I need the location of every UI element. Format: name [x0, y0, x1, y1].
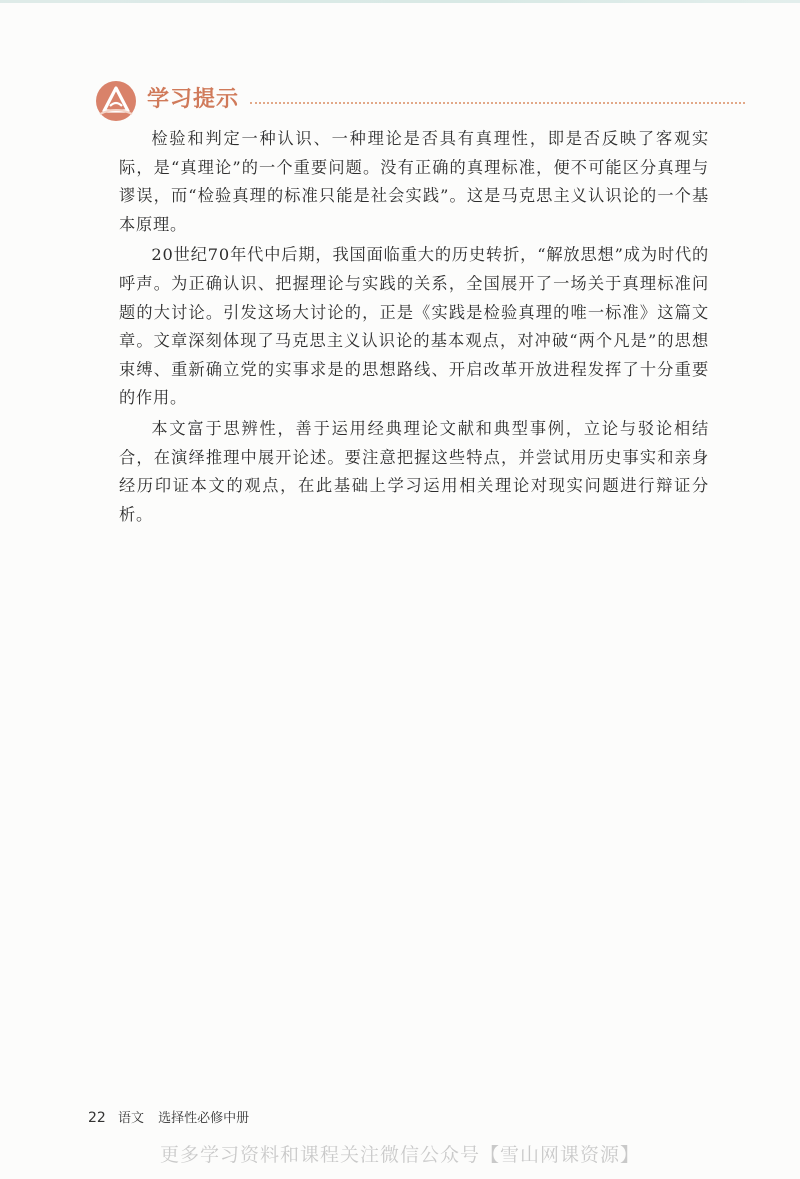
page-number: 22 [88, 1110, 106, 1126]
study-tips-body [119, 125, 709, 531]
dotted-rule [250, 102, 745, 104]
watermark-text: 更多学习资料和课程关注微信公众号【雪山网课资源】 [159, 1144, 640, 1166]
paragraph: 检验和判定一种认识、一种理论是否具有真理性，即是否反映了客观实际，是“真理论”的一个重要问题。没有正确的真理标准，便不可能区分真理与谬误，而“检验真理的标准只能是社会实践”。这是马克思主义认识论的一个基本原理。 [119, 129, 709, 234]
triangle-book-icon [95, 80, 137, 122]
book-name: 语文 [117, 1111, 144, 1126]
paragraph: 20世纪70年代中后期，我国面临重大的历史转折，“解放思想”成为时代的呼声。为正确认识、把握理论与实践的关系，全国展开了一场关于真理标准问题的大讨论。引发这场大讨论的，正是《实践是检验真理的唯一标准》这篇文章。文章深刻体现了马克思主义认识论的基本观点，对冲破“两个凡是”的思想束缚、重新确立党的实事求是的思想路线、开启改革开放进程发挥了十分重要的作用。 [119, 245, 709, 408]
section-title: 学习提示 [147, 87, 240, 112]
paragraph: 本文富于思辨性，善于运用经典理论文献和典型事例，立论与驳论相结合，在演绎推理中展开论述。要注意把握这些特点，并尝试用历史事实和亲身经历印证本文的观点，在此基础上学习运用相关理论对现实问题进行辩证分析。 [119, 418, 709, 524]
page-footer [88, 1110, 249, 1127]
section-header [95, 78, 745, 126]
volume-name: 选择性必修中册 [158, 1111, 250, 1126]
page-top-edge [0, 0, 800, 3]
